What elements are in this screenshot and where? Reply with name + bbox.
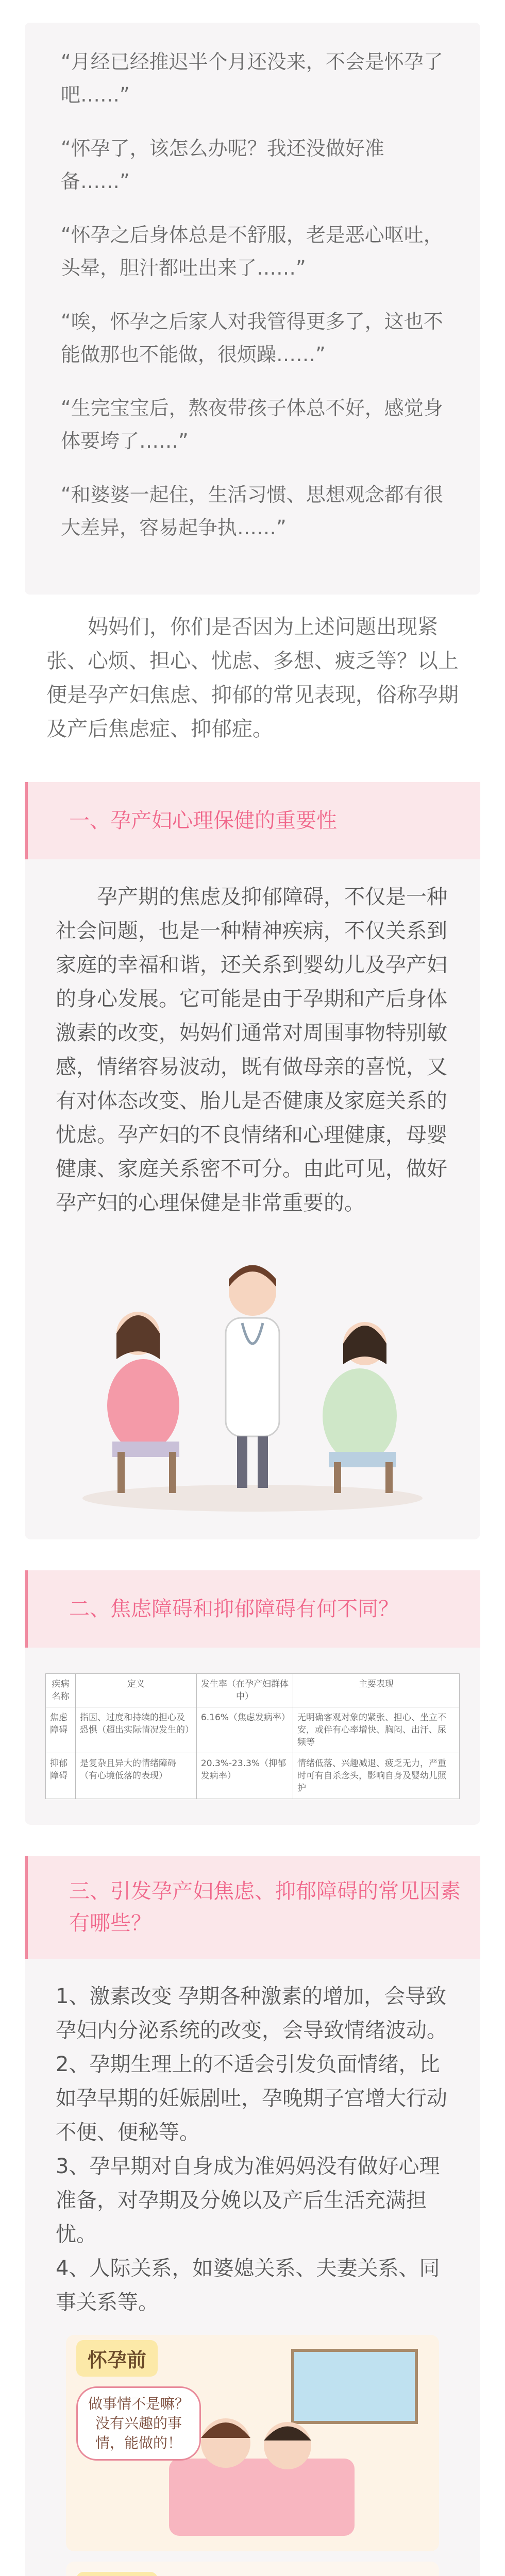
cause-item-1: 1、激素改变 孕期各种激素的增加，会导致孕妇内分泌系统的改变，会导致情绪波动。: [56, 1985, 447, 2042]
table-cell: 是复杂且异大的情绪障碍（有心境低落的表现）: [75, 1753, 196, 1799]
quote-4: “唉，怀孕之后家人对我管得更多了，这也不能做那也不能做，很烦躁……”: [61, 310, 443, 366]
cause-item-2: 2、孕期生理上的不适会引发负面情绪，比如孕早期的妊娠剧吐，孕晚期子宫增大行动不便、便秘等。: [56, 2053, 447, 2144]
quote-2: “怀孕了，该怎么办呢？我还没做好准备……”: [61, 137, 384, 193]
comparison-table: [45, 1673, 460, 1799]
section-1-card: [25, 859, 480, 1539]
quote-5: “生完宝宝后，熬夜带孩子体总不好，感觉身体要垮了……”: [61, 397, 443, 452]
quote-3: “怀孕之后身体总是不舒服，老是恶心呕吐，头晕，胆汁都吐出来了……”: [61, 224, 443, 279]
before-pregnancy-tag: 怀孕前: [76, 2340, 158, 2377]
consultation-illustration: [56, 1230, 449, 1519]
cause-item-4: 4、人际关系，如婆媳关系、夫妻关系、同事关系等。: [56, 2257, 440, 2314]
table-row: [46, 1753, 460, 1799]
before-after-illustration: [56, 2330, 449, 2576]
section-2-header: [25, 1570, 480, 1648]
table-header: 疾病名称: [46, 1674, 76, 1707]
table-cell: 指因、过度和持续的担心及恐惧（超出实际情况发生的）: [75, 1707, 196, 1753]
table-cell: 20.3%-23.3%（抑郁发病率）: [196, 1753, 293, 1799]
section-2-card: [25, 1648, 480, 1825]
intro-paragraph: 妈妈们，你们是否因为上述问题出现紧张、心烦、担心、忧虑、多想、疲乏等？以上便是孕产妇焦虑、抑郁的常见表现，俗称孕期及产后焦虑症、抑郁症。: [46, 615, 459, 741]
section-3-header: [25, 1856, 480, 1959]
table-cell: 焦虑障碍: [46, 1707, 76, 1753]
quote-1: “月经已经推迟半个月还没来，不会是怀孕了吧……”: [61, 50, 443, 106]
doctor-patients-image: [56, 1230, 449, 1519]
quote-6: “和婆婆一起住，生活习惯、思想观念都有很大差异，容易起争执……”: [61, 483, 443, 539]
table-cell: 情绪低落、兴趣减退、疲乏无力，严重时可有自杀念头，影响自身及婴幼儿照护: [293, 1753, 460, 1799]
speech-bubble-before: 做事情不是嘛？没有兴趣的事情，能做的！: [76, 2386, 201, 2461]
quote-box: [25, 23, 480, 595]
section-3-card: [25, 1959, 480, 2576]
table-cell: 抑郁障碍: [46, 1753, 76, 1799]
table-cell: 无明确客观对象的紧张、担心、坐立不安，或伴有心率增快、胸闷、出汗、尿频等: [293, 1707, 460, 1753]
section-2-title: 二、焦虑障碍和抑郁障碍有何不同？: [69, 1597, 399, 1621]
section-1-title: 一、孕产妇心理保健的重要性: [69, 809, 337, 833]
section-1-header: [25, 782, 480, 859]
section-3-title: 三、引发孕产妇焦虑、抑郁障碍的常见因素有哪些？: [69, 1879, 461, 1935]
table-header: 定义: [75, 1674, 196, 1707]
table-row: [46, 1707, 460, 1753]
after-pregnancy-tag: [76, 2572, 158, 2576]
table-header: 主要表现: [293, 1674, 460, 1707]
table-cell: 6.16%（焦虑发病率）: [196, 1707, 293, 1753]
table-header-row: [46, 1674, 460, 1707]
cause-item-3: 3、孕早期对自身成为准妈妈没有做好心理准备，对孕期及分娩以及产后生活充满担忧。: [56, 2155, 440, 2246]
table-header: 发生率（在孕产妇群体中）: [196, 1674, 293, 1707]
section-1-body: 孕产期的焦虑及抑郁障碍，不仅是一种社会问题，也是一种精神疾病，不仅关系到家庭的幸福和谐，还关系到婴幼儿及孕产妇的身心发展。它可能是由于孕期和产后身体激素的改变，妈妈们通常对周围事物特别敏感，情绪容易波动，既有做母亲的喜悦，又有对体态改变、胎儿是否健康及家庭关系的忧虑。孕产妇的不良情绪和心理健康，母婴健康、家庭关系密不可分。由此可见，做好孕产妇的心理保健是非常重要的。: [56, 885, 447, 1215]
